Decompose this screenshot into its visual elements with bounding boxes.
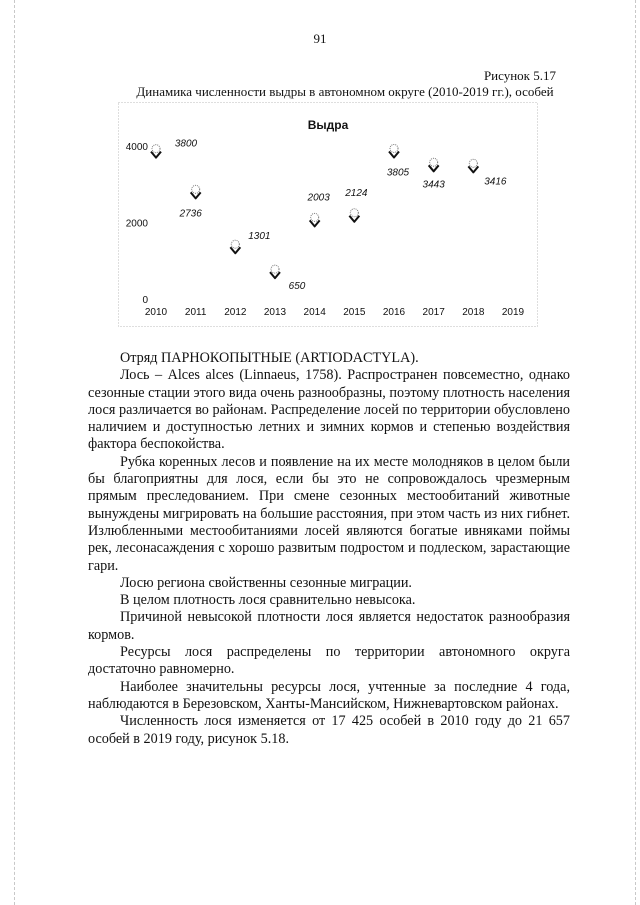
data-point [151,145,161,158]
paragraph: Численность лося изменяется от 17 425 особей в 2010 году до 21 657 особей в 2019 году, рисунок 5.18. [88,713,570,747]
section-heading: Отряд ПАРНОКОПЫТНЫЕ (ARTIODACTYLA). [120,350,419,366]
x-tick-label: 2010 [144,307,168,318]
data-label: 3443 [422,179,445,191]
data-point [230,240,240,253]
data-label: 2003 [307,192,330,204]
data-point [270,265,280,278]
paragraph: Ресурсы лося распределены по территории автономного округа достаточно равномерно. [88,644,570,678]
paragraph: Причиной невысокой плотности лося является недостаток разнообразия кормов. [88,609,570,643]
x-tick-label: 2016 [382,307,406,318]
x-tick-label: 2012 [224,307,247,318]
paragraph: Наиболее значительны ресурсы лося, учтенные за последние 4 года, наблюдаются в Березовском, Ханты-Мансийском, Нижневартовском районах. [88,678,570,712]
data-label: 1301 [248,231,271,243]
x-tick-label: 2011 [184,307,207,318]
paragraph: Лось – Alces alces (Linnaeus, 1758). Распространен повсеместно, однако сезонные стации этого вида очень разнообразны, поэтому плотность населения лося различается во районам. Распределение лосей по территории обусловлено наличием и доступностью летних и зимних кормов и степенью воздействия фактора беспокойства. [88,367,570,453]
figure-label: Рисунок 5.17 [483,68,556,83]
data-point [349,209,359,222]
y-tick-label: 4000 [125,142,148,153]
scan-edge-left [14,0,16,905]
data-point [429,158,439,171]
data-labels [175,139,507,292]
paragraph: Лосю региона свойственны сезонные миграции. [120,574,412,591]
paragraph: В целом плотность лося сравнительно невысока. [120,592,416,609]
x-axis-ticks [145,307,525,318]
x-tick-label: 2013 [263,307,287,318]
y-tick-label: 2000 [125,218,148,230]
figure-caption: Динамика численности выдры в автономном округе (2010-2019 гг.), особей [136,84,554,99]
data-label: 3416 [484,176,507,188]
x-tick-label: 2014 [303,307,326,318]
x-tick-label: 2017 [422,307,445,318]
x-tick-label: 2015 [343,307,366,318]
data-label: 3800 [174,138,198,150]
data-point [389,144,399,157]
chart-title: Выдра [307,118,349,132]
otter-chart [118,102,538,327]
x-tick-label: 2018 [462,307,485,318]
data-label: 2124 [345,187,368,199]
data-point [191,185,201,198]
y-tick-label: 0 [142,295,148,306]
paragraph: Рубка коренных лесов и появление на их месте молодняков в целом были бы благоприятны для лося, если бы это не сопровождалось чрезмерным прямым преследованием. При смене сезонных местообитаний животные вынуждены мигрировать на большие расстояния, при этом часть из них гибнет. Излюбленными местообитаниями лосей являются богатые ивняками поймы рек, лесонасаждения с хорошо развитым подростом и подлеском, зарастающие гари. [88,453,570,574]
scan-edge-right [635,0,637,905]
data-point [468,159,478,172]
page-number: 91 [313,31,327,46]
data-label: 650 [288,281,306,293]
data-label: 3805 [386,167,410,179]
data-label: 2736 [179,208,202,220]
y-axis-ticks [126,142,149,306]
x-tick-label: 2019 [501,307,525,318]
data-point [310,213,320,226]
body-text [88,350,570,748]
chart-container [118,102,538,327]
